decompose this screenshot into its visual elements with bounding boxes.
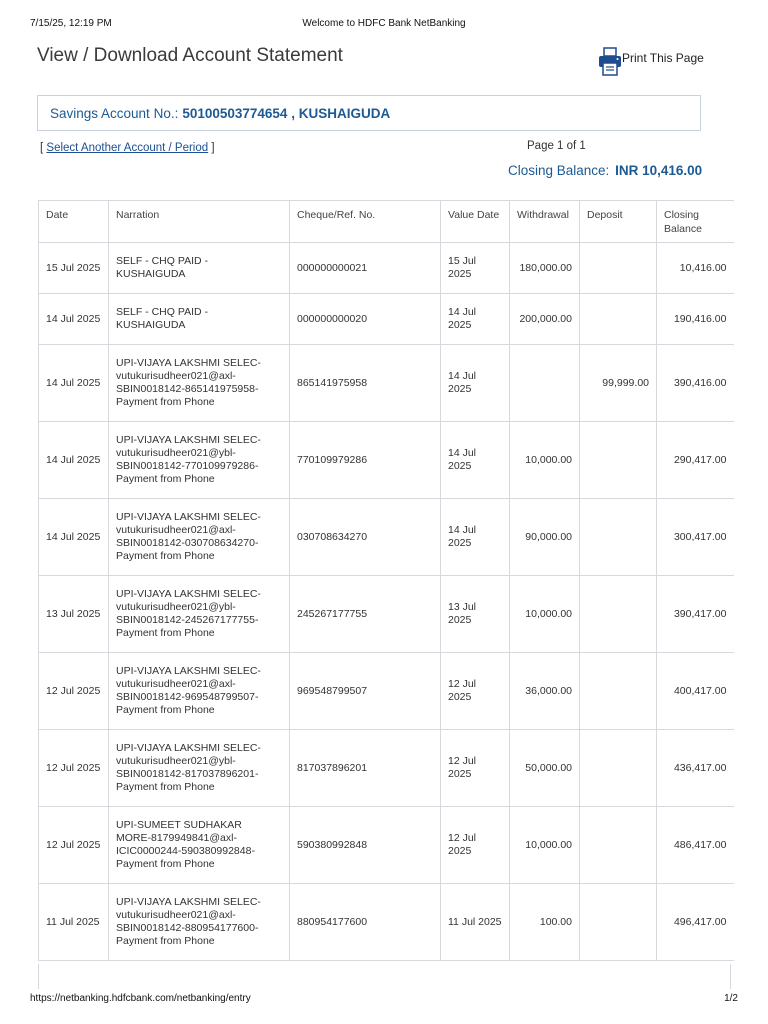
cell-narration — [109, 576, 290, 653]
table-row — [39, 653, 734, 730]
cell-ref-no: 245267177755 — [290, 576, 441, 653]
narration-line: vutukurisudheer021@ybl- — [116, 601, 236, 613]
table-body — [39, 243, 734, 961]
narration-line: MORE-8179949841@axl- — [116, 832, 237, 844]
cell-narration — [109, 345, 290, 422]
page-indicator: Page 1 of 1 — [527, 140, 586, 152]
cell-withdrawal — [510, 345, 580, 422]
table-row — [39, 499, 734, 576]
narration-line: Payment from Phone — [116, 935, 215, 947]
select-account-area — [40, 142, 215, 154]
col-header-deposit: Deposit — [580, 201, 657, 243]
narration-line: vutukurisudheer021@ybl- — [116, 447, 236, 459]
cell-ref-no: 817037896201 — [290, 730, 441, 807]
narration-line: Payment from Phone — [116, 781, 215, 793]
cell-ref-no: 865141975958 — [290, 345, 441, 422]
cell-value-date: 12 Jul 2025 — [441, 653, 510, 730]
cell-deposit — [580, 730, 657, 807]
narration-line: Payment from Phone — [116, 858, 215, 870]
narration-line: UPI-SUMEET SUDHAKAR — [116, 819, 242, 831]
narration-line: KUSHAIGUDA — [116, 319, 186, 331]
statement-table — [38, 200, 734, 961]
narration-line: vutukurisudheer021@axl- — [116, 909, 236, 921]
print-datetime: 7/15/25, 12:19 PM — [30, 18, 112, 29]
cell-value-date: 13 Jul 2025 — [441, 576, 510, 653]
account-info-box — [37, 95, 701, 131]
narration-line: Payment from Phone — [116, 473, 215, 485]
print-page-number: 1/2 — [724, 993, 738, 1004]
narration-line: UPI-VIJAYA LAKSHMI SELEC- — [116, 357, 261, 369]
cell-date: 14 Jul 2025 — [39, 345, 109, 422]
table-row — [39, 807, 734, 884]
narration-line: SBIN0018142-880954177600- — [116, 922, 259, 934]
cell-withdrawal: 36,000.00 — [510, 653, 580, 730]
narration-line: UPI-VIJAYA LAKSHMI SELEC- — [116, 742, 261, 754]
cell-date: 14 Jul 2025 — [39, 294, 109, 345]
table-continuation-line-left — [38, 964, 39, 989]
col-header-ref: Cheque/Ref. No. — [290, 201, 441, 243]
narration-line: Payment from Phone — [116, 550, 215, 562]
cell-withdrawal: 50,000.00 — [510, 730, 580, 807]
col-header-date: Date — [39, 201, 109, 243]
narration-line: Payment from Phone — [116, 396, 215, 408]
account-number: 50100503774654 , KUSHAIGUDA — [182, 105, 391, 121]
cell-withdrawal: 90,000.00 — [510, 499, 580, 576]
narration-line: UPI-VIJAYA LAKSHMI SELEC- — [116, 434, 261, 446]
print-header — [30, 18, 738, 32]
table-row — [39, 730, 734, 807]
select-another-account-link[interactable]: Select Another Account / Period — [46, 142, 209, 154]
cell-narration — [109, 243, 290, 294]
cell-closing-balance: 390,416.00 — [657, 345, 734, 422]
closing-balance-amount: INR 10,416.00 — [615, 163, 703, 178]
cell-ref-no: 880954177600 — [290, 884, 441, 961]
bracket-open: [ — [40, 142, 44, 154]
cell-withdrawal: 180,000.00 — [510, 243, 580, 294]
narration-line: SBIN0018142-817037896201- — [116, 768, 259, 780]
print-page-label: Print This Page — [622, 51, 704, 65]
cell-ref-no: 030708634270 — [290, 499, 441, 576]
table-row — [39, 243, 734, 294]
narration-line: vutukurisudheer021@axl- — [116, 524, 236, 536]
page-title: View / Download Account Statement — [37, 45, 343, 66]
cell-value-date: 14 Jul 2025 — [441, 294, 510, 345]
print-url: https://netbanking.hdfcbank.com/netbanking/entry — [30, 993, 251, 1004]
narration-line: SELF - CHQ PAID - — [116, 255, 208, 267]
table-row — [39, 576, 734, 653]
cell-date: 12 Jul 2025 — [39, 653, 109, 730]
cell-closing-balance: 390,417.00 — [657, 576, 734, 653]
cell-ref-no: 000000000020 — [290, 294, 441, 345]
cell-closing-balance: 190,416.00 — [657, 294, 734, 345]
cell-ref-no: 969548799507 — [290, 653, 441, 730]
cell-closing-balance: 290,417.00 — [657, 422, 734, 499]
cell-withdrawal: 10,000.00 — [510, 807, 580, 884]
narration-line: SBIN0018142-245267177755- — [116, 614, 259, 626]
narration-line: UPI-VIJAYA LAKSHMI SELEC- — [116, 665, 261, 677]
table-continuation-line-right — [730, 964, 731, 989]
cell-ref-no: 590380992848 — [290, 807, 441, 884]
cell-deposit: 99,999.00 — [580, 345, 657, 422]
cell-narration — [109, 730, 290, 807]
col-header-narration: Narration — [109, 201, 290, 243]
cell-deposit — [580, 576, 657, 653]
cell-deposit — [580, 243, 657, 294]
narration-line: SBIN0018142-030708634270- — [116, 537, 259, 549]
cell-date: 12 Jul 2025 — [39, 807, 109, 884]
cell-closing-balance: 436,417.00 — [657, 730, 734, 807]
table-row — [39, 294, 734, 345]
narration-line: UPI-VIJAYA LAKSHMI SELEC- — [116, 896, 261, 908]
narration-line: vutukurisudheer021@axl- — [116, 370, 236, 382]
table-row — [39, 345, 734, 422]
narration-line: vutukurisudheer021@ybl- — [116, 755, 236, 767]
narration-line: ICIC0000244-590380992848- — [116, 845, 255, 857]
narration-line: SBIN0018142-969548799507- — [116, 691, 259, 703]
account-label: Savings Account No.: — [50, 105, 179, 121]
cell-date: 14 Jul 2025 — [39, 499, 109, 576]
narration-line: UPI-VIJAYA LAKSHMI SELEC- — [116, 588, 261, 600]
narration-line: vutukurisudheer021@axl- — [116, 678, 236, 690]
table-row — [39, 884, 734, 961]
cell-withdrawal: 100.00 — [510, 884, 580, 961]
cell-value-date: 14 Jul 2025 — [441, 422, 510, 499]
cell-value-date: 14 Jul 2025 — [441, 345, 510, 422]
cell-deposit — [580, 294, 657, 345]
cell-date: 11 Jul 2025 — [39, 884, 109, 961]
cell-date: 14 Jul 2025 — [39, 422, 109, 499]
cell-value-date: 12 Jul 2025 — [441, 730, 510, 807]
cell-withdrawal: 200,000.00 — [510, 294, 580, 345]
narration-line: Payment from Phone — [116, 704, 215, 716]
narration-line: Payment from Phone — [116, 627, 215, 639]
cell-value-date: 15 Jul 2025 — [441, 243, 510, 294]
cell-closing-balance: 486,417.00 — [657, 807, 734, 884]
print-page-button[interactable] — [598, 47, 704, 77]
cell-deposit — [580, 807, 657, 884]
narration-line: SBIN0018142-770109979286- — [116, 460, 259, 472]
closing-balance-label: Closing Balance: — [508, 163, 610, 178]
cell-deposit — [580, 499, 657, 576]
printer-icon — [598, 47, 622, 77]
cell-closing-balance: 300,417.00 — [657, 499, 734, 576]
cell-value-date: 14 Jul 2025 — [441, 499, 510, 576]
cell-closing-balance: 496,417.00 — [657, 884, 734, 961]
cell-deposit — [580, 422, 657, 499]
table-header-row — [39, 201, 734, 243]
cell-narration — [109, 653, 290, 730]
cell-narration — [109, 499, 290, 576]
bracket-close: ] — [211, 142, 215, 154]
col-header-closing-line1: Closing — [664, 209, 700, 221]
cell-value-date: 12 Jul 2025 — [441, 807, 510, 884]
col-header-value-date: Value Date — [441, 201, 510, 243]
cell-narration — [109, 807, 290, 884]
cell-narration — [109, 422, 290, 499]
cell-date: 15 Jul 2025 — [39, 243, 109, 294]
cell-value-date: 11 Jul 2025 — [441, 884, 510, 961]
closing-balance — [508, 163, 702, 178]
cell-closing-balance: 400,417.00 — [657, 653, 734, 730]
cell-date: 13 Jul 2025 — [39, 576, 109, 653]
print-footer — [30, 993, 738, 1004]
cell-withdrawal: 10,000.00 — [510, 576, 580, 653]
col-header-withdrawal: Withdrawal — [510, 201, 580, 243]
narration-line: SBIN0018142-865141975958- — [116, 383, 259, 395]
cell-closing-balance: 10,416.00 — [657, 243, 734, 294]
narration-line: SELF - CHQ PAID - — [116, 306, 208, 318]
cell-narration — [109, 294, 290, 345]
cell-ref-no: 000000000021 — [290, 243, 441, 294]
col-header-closing-balance — [657, 201, 734, 243]
cell-date: 12 Jul 2025 — [39, 730, 109, 807]
cell-narration — [109, 884, 290, 961]
narration-line: UPI-VIJAYA LAKSHMI SELEC- — [116, 511, 261, 523]
cell-deposit — [580, 653, 657, 730]
cell-ref-no: 770109979286 — [290, 422, 441, 499]
cell-deposit — [580, 884, 657, 961]
print-window-title: Welcome to HDFC Bank NetBanking — [302, 18, 466, 29]
col-header-closing-line2: Balance — [664, 223, 702, 235]
cell-withdrawal: 10,000.00 — [510, 422, 580, 499]
table-row — [39, 422, 734, 499]
narration-line: KUSHAIGUDA — [116, 268, 186, 280]
